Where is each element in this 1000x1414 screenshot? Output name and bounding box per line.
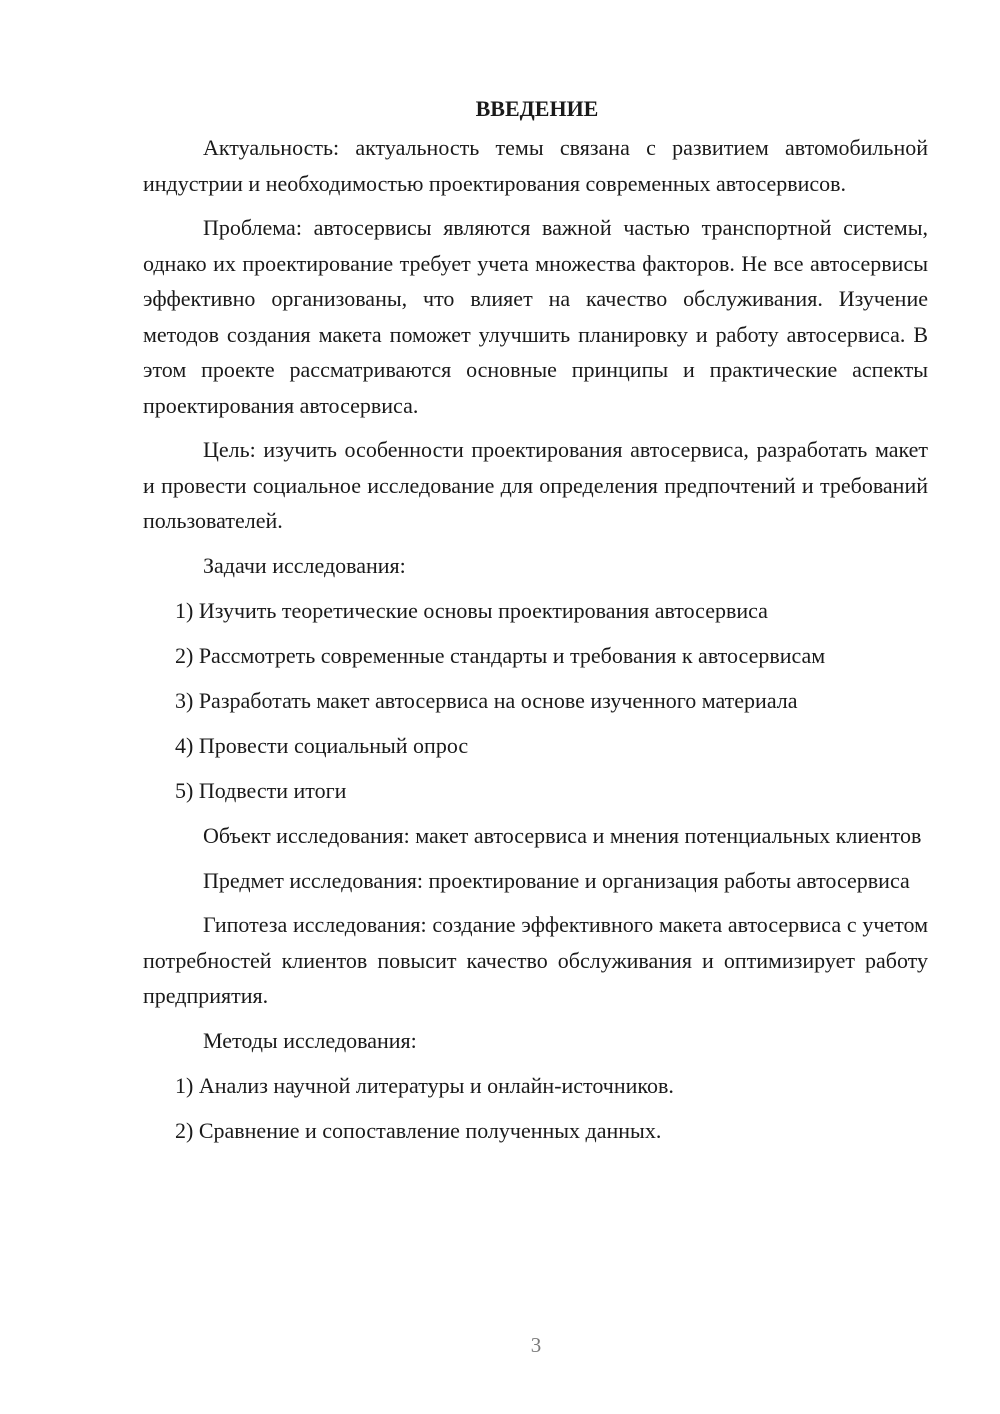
list-item: 1) Изучить теоретические основы проектирования автосервиса (175, 598, 768, 623)
list-item: 1) Анализ научной литературы и онлайн-источников. (175, 1073, 674, 1098)
methods-label: Методы исследования: (203, 1027, 417, 1053)
methods-list (143, 1068, 928, 1149)
list-item: 5) Подвести итоги (175, 778, 347, 803)
page-content (143, 93, 928, 1158)
list-item: 2) Рассмотреть современные стандарты и требования к автосервисам (175, 643, 826, 668)
tasks-list (143, 593, 928, 809)
list-item: 3) Разработать макет автосервиса на основе изученного материала (175, 688, 798, 713)
page-number: 3 (530, 1333, 542, 1357)
tasks-label: Задачи исследования: (203, 552, 406, 578)
relevance-paragraph: Актуальность: актуальность темы связана с развитием автомобильной индустрии и необходимостью проектирования современных автосервисов. (143, 135, 928, 196)
goal-paragraph: Цель: изучить особенности проектирования автосервиса, разработать макет и провести социальное исследование для определения предпочтений и требований пользователей. (143, 437, 928, 533)
list-item: 4) Провести социальный опрос (175, 733, 469, 758)
problem-paragraph: Проблема: автосервисы являются важной частью транспортной системы, однако их проектирование требует учета множества факторов. Не все автосервисы эффективно организованы, что влияет на качество обслуживания. Изучение методов создания макета поможет улучшить планировку и работу автосервиса. В этом проекте рассматриваются основные принципы и практические аспекты проектирования автосервиса. (143, 215, 928, 418)
page-title: ВВЕДЕНИЕ (475, 96, 599, 121)
subject-paragraph: Предмет исследования: проектирование и организация работы автосервиса (203, 867, 910, 893)
list-item: 2) Сравнение и сопоставление полученных данных. (175, 1118, 662, 1143)
object-paragraph: Объект исследования: макет автосервиса и мнения потенциальных клиентов (203, 823, 922, 848)
hypothesis-paragraph: Гипотеза исследования: создание эффективного макета автосервиса с учетом потребностей клиентов повысит качество обслуживания и оптимизирует работу предприятия. (143, 912, 928, 1008)
